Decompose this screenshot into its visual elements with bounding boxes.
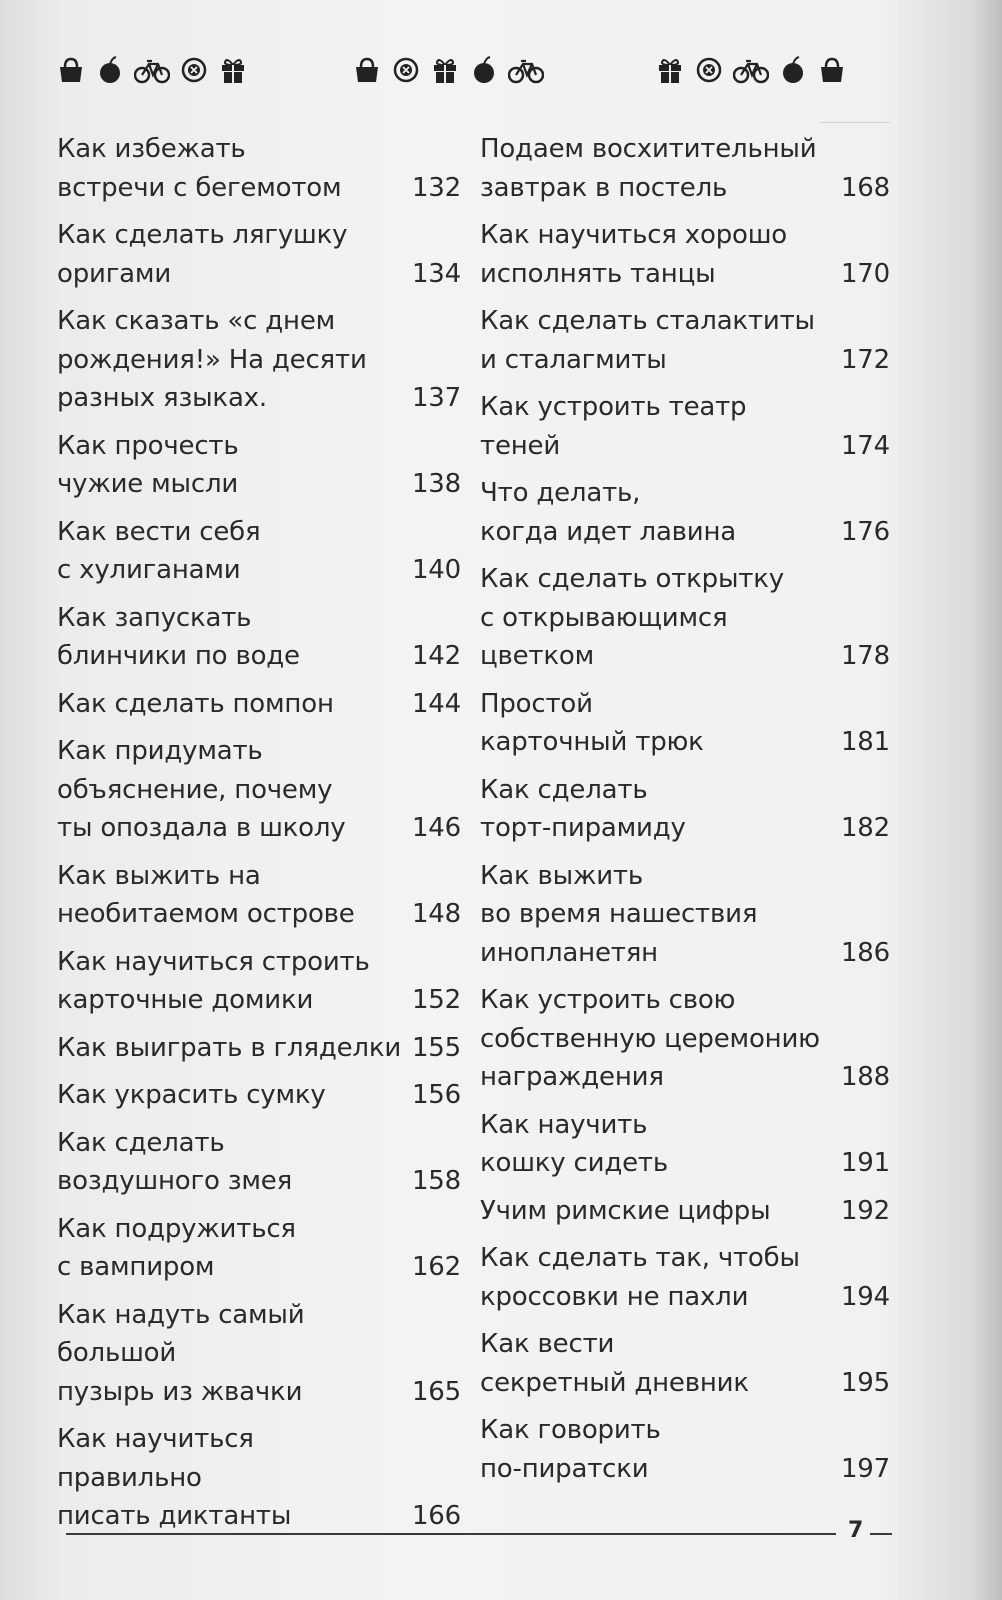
toc-entry-page: 194 xyxy=(840,1281,890,1312)
button-icon xyxy=(180,55,208,85)
toc-entry-title: Как придумать объяснение, почему ты опоздала в школу xyxy=(57,736,346,843)
bicycle-icon xyxy=(508,55,544,85)
footer-rule xyxy=(66,1533,836,1535)
toc-entry xyxy=(480,981,890,1097)
toc-entry-title: Как научиться правильно писать диктанты xyxy=(57,1424,292,1531)
toc-entry-title: Как прочесть чужие мысли xyxy=(57,430,239,499)
bag-icon xyxy=(56,55,86,85)
bicycle-icon xyxy=(134,55,170,85)
button-icon xyxy=(695,55,723,85)
toc-entry-title: Как сказать «с днем рождения!» На десяти разных языках. xyxy=(57,306,367,413)
toc-entry-title: Как подружиться с вампиром xyxy=(57,1213,296,1282)
toc-entry-page: 132 xyxy=(411,172,461,203)
toc-entry-title: Как научиться хорошо исполнять танцы xyxy=(480,220,788,289)
toc-entry xyxy=(57,1124,461,1201)
toc-entry xyxy=(57,732,461,848)
toc-entry-page: 162 xyxy=(411,1252,461,1282)
toc-entry-title: Как избежать встречи с бегемотом xyxy=(57,134,342,203)
toc-entry-title: Как запускать блинчики по воде xyxy=(57,602,300,671)
icon-row-left xyxy=(56,50,258,90)
toc-entry-page: 158 xyxy=(411,1166,461,1196)
toc-entry-title: Подаем восхитительный завтрак в постель xyxy=(480,134,817,203)
toc-entry xyxy=(480,388,890,465)
toc-entry-title: Как научиться строить карточные домики xyxy=(57,946,370,1015)
toc-column-left xyxy=(57,130,461,1545)
toc-entry xyxy=(57,130,461,207)
toc-entry xyxy=(57,943,461,1020)
icon-row-middle xyxy=(352,50,554,90)
toc-entry xyxy=(480,857,890,973)
apple-icon xyxy=(779,55,807,85)
toc-entry-page: 181 xyxy=(840,727,890,757)
gift-icon xyxy=(655,55,685,85)
toc-entry-title: Как устроить театр теней xyxy=(480,392,747,461)
toc-entry xyxy=(480,302,890,379)
toc-entry xyxy=(480,1192,890,1231)
toc-entry xyxy=(480,130,890,207)
toc-entry-title: Как сделать открытку с открывающимся цветком xyxy=(480,564,784,671)
toc-entry-page: 146 xyxy=(411,813,461,843)
toc-entry-page: 188 xyxy=(840,1062,890,1092)
toc-entry-title: Как сделать помпон xyxy=(57,688,334,719)
toc-entry-title: Как сделать торт-пирамиду xyxy=(480,774,686,843)
button-icon xyxy=(392,55,420,85)
toc-entry-page: 148 xyxy=(411,899,461,929)
toc-entry-title: Как научить кошку сидеть xyxy=(480,1109,668,1178)
toc-entry-page: 195 xyxy=(840,1367,890,1398)
apple-icon xyxy=(96,55,124,85)
toc-entry-page: 192 xyxy=(840,1195,890,1226)
toc-entry-title: Как украсить сумку xyxy=(57,1080,326,1110)
toc-entry-title: Что делать, когда идет лавина xyxy=(480,478,737,547)
toc-entry-page: 142 xyxy=(411,641,461,671)
toc-entry xyxy=(480,1239,890,1316)
bicycle-icon xyxy=(733,55,769,85)
toc-entry-page: 186 xyxy=(840,937,890,968)
toc-entry-page: 182 xyxy=(840,813,890,843)
toc-entry-page: 191 xyxy=(840,1148,890,1178)
toc-entry xyxy=(57,427,461,504)
toc-entry-title: Как надуть самый большой пузырь из жвачки xyxy=(57,1299,305,1407)
toc-entry xyxy=(57,1296,461,1412)
toc-entry-page: 178 xyxy=(840,641,890,671)
toc-entry-title: Как сделать так, чтобы кроссовки не пахли xyxy=(480,1243,800,1312)
gift-icon xyxy=(218,55,248,85)
toc-entry xyxy=(480,560,890,676)
toc-entry-title: Как говорить по-пиратски xyxy=(480,1415,661,1484)
bag-icon xyxy=(817,55,847,85)
footer-dash xyxy=(870,1533,892,1535)
toc-entry-page: 156 xyxy=(411,1080,461,1110)
toc-entry-title: Как сделать лягушку оригами xyxy=(57,220,348,289)
toc-entry-page: 172 xyxy=(840,344,890,375)
toc-entry-page: 168 xyxy=(840,172,890,203)
apple-icon xyxy=(470,55,498,85)
toc-entry xyxy=(480,216,890,293)
toc-entry xyxy=(57,1076,461,1115)
toc-entry xyxy=(480,1106,890,1183)
toc-entry xyxy=(57,1210,461,1287)
toc-entry xyxy=(480,685,890,762)
toc-entry xyxy=(480,474,890,551)
toc-entry xyxy=(57,1029,461,1068)
toc-entry-title: Как выжить во время нашествия инопланетян xyxy=(480,860,758,968)
toc-entry-page: 170 xyxy=(840,258,890,289)
toc-entry-page: 174 xyxy=(840,430,890,461)
toc-entry-title: Как выжить на необитаемом острове xyxy=(57,860,355,929)
header-divider xyxy=(820,122,890,123)
toc-entry xyxy=(480,1325,890,1402)
toc-entry xyxy=(57,599,461,676)
toc-entry-title: Как вести себя с хулиганами xyxy=(57,516,261,585)
toc-entry xyxy=(480,771,890,848)
toc-entry-page: 166 xyxy=(411,1501,461,1531)
page-number: 7 xyxy=(848,1518,864,1543)
toc-entry-page: 137 xyxy=(411,383,461,413)
bag-icon xyxy=(352,55,382,85)
toc-entry-title: Как сделать сталактиты и сталагмиты xyxy=(480,306,815,375)
toc-entry-page: 152 xyxy=(411,985,461,1015)
toc-entry xyxy=(57,216,461,293)
toc-entry-page: 197 xyxy=(840,1453,890,1484)
toc-entry-page: 155 xyxy=(411,1032,461,1063)
toc-entry-page: 144 xyxy=(411,688,461,719)
toc-entry-title: Как сделать воздушного змея xyxy=(57,1127,293,1196)
toc-entry-title: Как вести секретный дневник xyxy=(480,1329,749,1398)
toc-entry-title: Как выиграть в гляделки xyxy=(57,1032,402,1063)
toc-entry xyxy=(57,1420,461,1536)
toc-entry xyxy=(57,857,461,934)
icon-row-right xyxy=(655,50,857,90)
toc-entry-page: 165 xyxy=(411,1376,461,1407)
toc-entry xyxy=(480,1411,890,1488)
toc-entry-page: 134 xyxy=(411,258,461,289)
toc-entry-page: 138 xyxy=(411,469,461,499)
toc-entry-title: Учим римские цифры xyxy=(480,1195,771,1226)
toc-entry xyxy=(57,513,461,590)
toc-entry-page: 140 xyxy=(411,555,461,585)
gift-icon xyxy=(430,55,460,85)
toc-entry-page: 176 xyxy=(840,516,890,547)
toc-column-right xyxy=(480,130,890,1497)
toc-entry-title: Как устроить свою собственную церемонию награждения xyxy=(480,985,820,1092)
toc-entry xyxy=(57,302,461,418)
toc-entry-title: Простой карточный трюк xyxy=(480,688,704,757)
toc-entry xyxy=(57,685,461,724)
